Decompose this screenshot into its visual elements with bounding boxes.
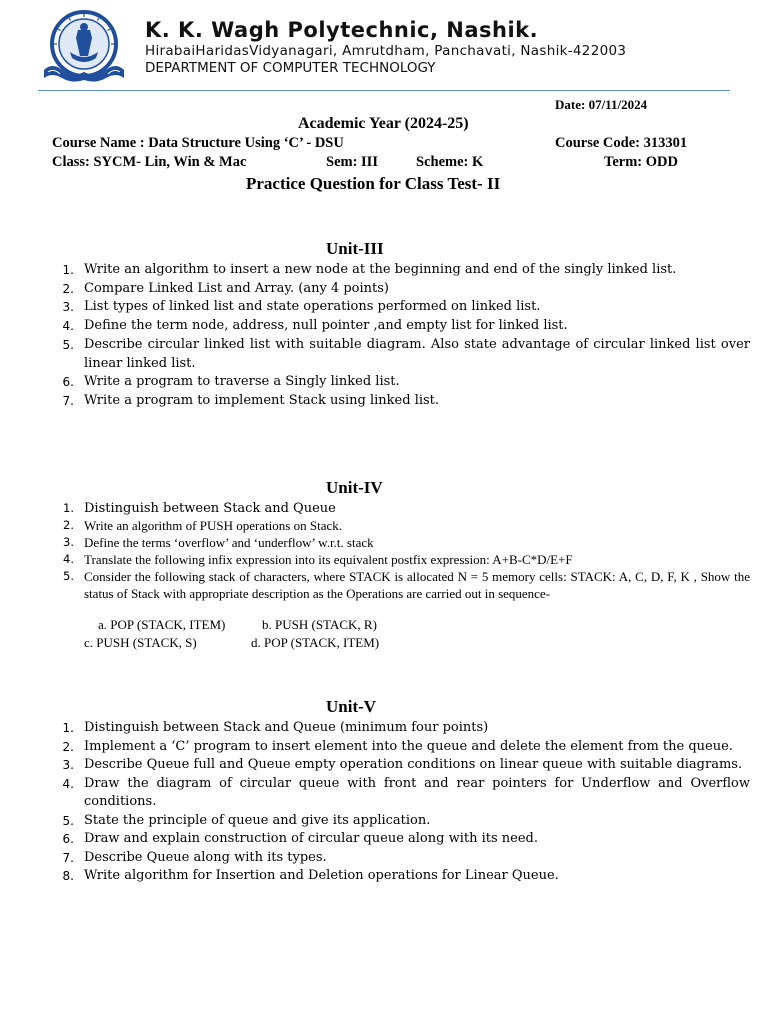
unit-iii-question-list — [52, 261, 750, 411]
list-item: 2. Compare Linked List and Array. (any 4 points) — [52, 280, 750, 299]
question-text: Write an algorithm of PUSH operations on Stack. — [84, 518, 342, 533]
stack-operation-option: a. POP (STACK, ITEM) — [98, 617, 226, 632]
question-text: Describe Queue along with its types. — [84, 849, 327, 865]
semester: Sem: III — [326, 154, 378, 170]
unit-v-question-list — [52, 719, 750, 886]
college-address: HirabaiHaridasVidyanagari, Amrutdham, Panchavati, Nashik-422003 — [145, 43, 627, 59]
department-name: DEPARTMENT OF COMPUTER TECHNOLOGY — [145, 60, 436, 76]
question-text: Describe Queue full and Queue empty operation conditions on linear queue with suitable diagrams. — [84, 757, 743, 772]
unit-heading-v: Unit-V — [326, 697, 377, 716]
question-text: Write a program to implement Stack using linked list. — [84, 392, 440, 408]
question-text: Describe circular linked list with suitable diagram. Also state advantage of circular linked list over linear linked list. — [84, 336, 750, 371]
unit-iv-question-list — [52, 500, 750, 602]
class-info: Class: SYCM- Lin, Win & Mac — [52, 154, 247, 170]
list-item: 1. Write an algorithm to insert a new node at the beginning and end of the singly linked list. — [52, 261, 750, 280]
question-text: Compare Linked List and Array. (any 4 points) — [84, 280, 389, 296]
page-title: Practice Question for Class Test- II — [246, 174, 501, 193]
college-emblem-icon — [38, 8, 130, 86]
list-item: 4. Define the term node, address, null pointer ,and empty list for linked list. — [52, 317, 750, 336]
list-item: 4. Draw the diagram of circular queue with front and rear pointers for Underflow and Overflow conditions. — [52, 775, 750, 812]
course-code: Course Code: 313301 — [555, 135, 688, 151]
list-item: 5. State the principle of queue and give its application. — [52, 812, 750, 831]
academic-year: Academic Year (2024-25) — [298, 115, 469, 132]
header-divider — [38, 90, 730, 91]
question-text: List types of linked list and state operations performed on linked list. — [84, 299, 541, 315]
list-item: 1. Distinguish between Stack and Queue — [52, 500, 750, 517]
question-text: Draw and explain construction of circular queue along with its need. — [84, 831, 538, 846]
question-text: Define the term node, address, null pointer ,and empty list for linked list. — [84, 318, 568, 334]
question-text: Define the terms ‘overflow’ and ‘underflow’ w.r.t. stack — [84, 535, 374, 550]
stack-operation-option: b. PUSH (STACK, R) — [262, 617, 377, 632]
question-text: Distinguish between Stack and Queue — [84, 501, 336, 516]
question-text: Write a program to traverse a Singly linked list. — [84, 374, 400, 390]
list-item: 8. Write algorithm for Insertion and Deletion operations for Linear Queue. — [52, 867, 750, 886]
list-item: 2. Write an algorithm of PUSH operations on Stack. — [52, 517, 750, 534]
list-item: 4. Translate the following infix expression into its equivalent postfix expression: A+B-C*D/E+F — [52, 551, 750, 568]
document-date: Date: 07/11/2024 — [555, 97, 648, 112]
question-text: Write algorithm for Insertion and Deletion operations for Linear Queue. — [84, 868, 559, 883]
course-name: Course Name : Data Structure Using ‘C’ - DSU — [52, 135, 344, 151]
question-text: Consider the following stack of characters, where STACK is allocated N = 5 memory cells: STACK: A, C, D, F, K , Show the status of Stack with appropriate description as the Operations are carried out in sequence- — [84, 569, 750, 601]
scheme: Scheme: K — [416, 154, 484, 170]
stack-operation-option: c. PUSH (STACK, S) — [84, 635, 197, 650]
list-item: 3. Define the terms ‘overflow’ and ‘underflow’ w.r.t. stack — [52, 534, 750, 551]
stack-operation-option: d. POP (STACK, ITEM) — [251, 635, 380, 650]
list-item: 5. Consider the following stack of characters, where STACK is allocated N = 5 memory cells: STACK: A, C, D, F, K , Show the status of Stack with appropriate description as the Operations are carried out in sequence- — [63, 569, 750, 601]
question-text: Distinguish between Stack and Queue (minimum four points) — [84, 720, 489, 735]
question-text: Write an algorithm to insert a new node at the beginning and end of the singly linked list. — [84, 262, 677, 277]
list-item: 6. Draw and explain construction of circular queue along with its need. — [52, 830, 750, 849]
question-text: Draw the diagram of circular queue with front and rear pointers for Underflow and Overflow conditions. — [84, 775, 750, 809]
list-item: 2. Implement a ‘C’ program to insert element into the queue and delete the element from the queue. — [52, 738, 750, 757]
list-item: 7. Describe Queue along with its types. — [52, 849, 750, 868]
list-item: 5. Describe circular linked list with suitable diagram. Also state advantage of circular linked list over linear linked list. — [52, 336, 750, 373]
list-item: 3. Describe Queue full and Queue empty operation conditions on linear queue with suitable diagrams. — [52, 756, 750, 775]
question-text: Implement a ‘C’ program to insert element into the queue and delete the element from the queue. — [84, 738, 733, 754]
college-emblem-svg — [38, 8, 130, 86]
list-item: 6. Write a program to traverse a Singly linked list. — [52, 373, 750, 392]
term: Term: ODD — [604, 154, 678, 170]
list-item: 7. Write a program to implement Stack using linked list. — [52, 392, 750, 411]
unit-heading-iii: Unit-III — [326, 239, 384, 258]
list-item: 3. List types of linked list and state operations performed on linked list. — [52, 298, 750, 317]
question-text: State the principle of queue and give its application. — [84, 812, 431, 828]
college-name: K. K. Wagh Polytechnic, Nashik. — [145, 18, 539, 42]
question-text: Translate the following infix expression into its equivalent postfix expression: A+B-C*D/E+F — [84, 552, 573, 567]
letterhead — [0, 0, 768, 95]
unit-heading-iv: Unit-IV — [326, 478, 383, 497]
list-item: 1. Distinguish between Stack and Queue (minimum four points) — [52, 719, 750, 738]
